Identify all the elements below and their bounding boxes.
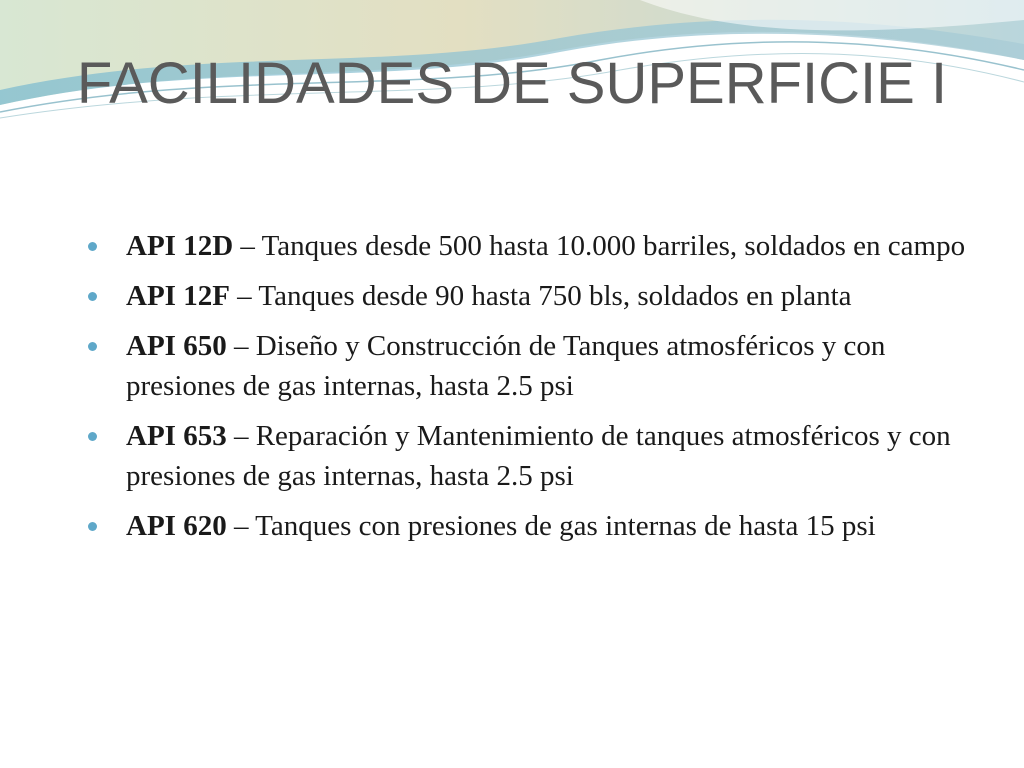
- standard-code: API 12D: [126, 230, 234, 262]
- bullet-icon: [88, 432, 97, 441]
- standard-description: – Tanques desde 500 hasta 10.000 barriles, soldados en campo: [233, 230, 966, 262]
- bullet-icon: [88, 522, 97, 531]
- standard-code: API 620: [126, 510, 227, 542]
- bullet-icon: [88, 242, 97, 251]
- standard-code: API 653: [126, 420, 227, 452]
- bullet-icon: [88, 342, 97, 351]
- standard-description: – Reparación y Mantenimiento de tanques atmosféricos y con presiones de gas internas, hasta 2.5 psi: [126, 420, 951, 492]
- bullet-list: [82, 226, 992, 556]
- list-item: [82, 326, 992, 406]
- list-item: [82, 226, 992, 266]
- standard-code: API 650: [126, 330, 227, 362]
- standard-code: API 12F: [126, 280, 230, 312]
- list-item: [82, 276, 992, 316]
- standard-description: – Tanques desde 90 hasta 750 bls, soldados en planta: [229, 280, 852, 312]
- standard-description: – Tanques con presiones de gas internas de hasta 15 psi: [226, 510, 876, 542]
- list-item: [82, 506, 992, 546]
- slide-title: FACILIDADES DE SUPERFICIE I: [76, 51, 948, 116]
- bullet-icon: [88, 292, 97, 301]
- list-item: [82, 416, 992, 496]
- standard-description: – Diseño y Construcción de Tanques atmosféricos y con presiones de gas internas, hasta 2.5 psi: [126, 330, 886, 402]
